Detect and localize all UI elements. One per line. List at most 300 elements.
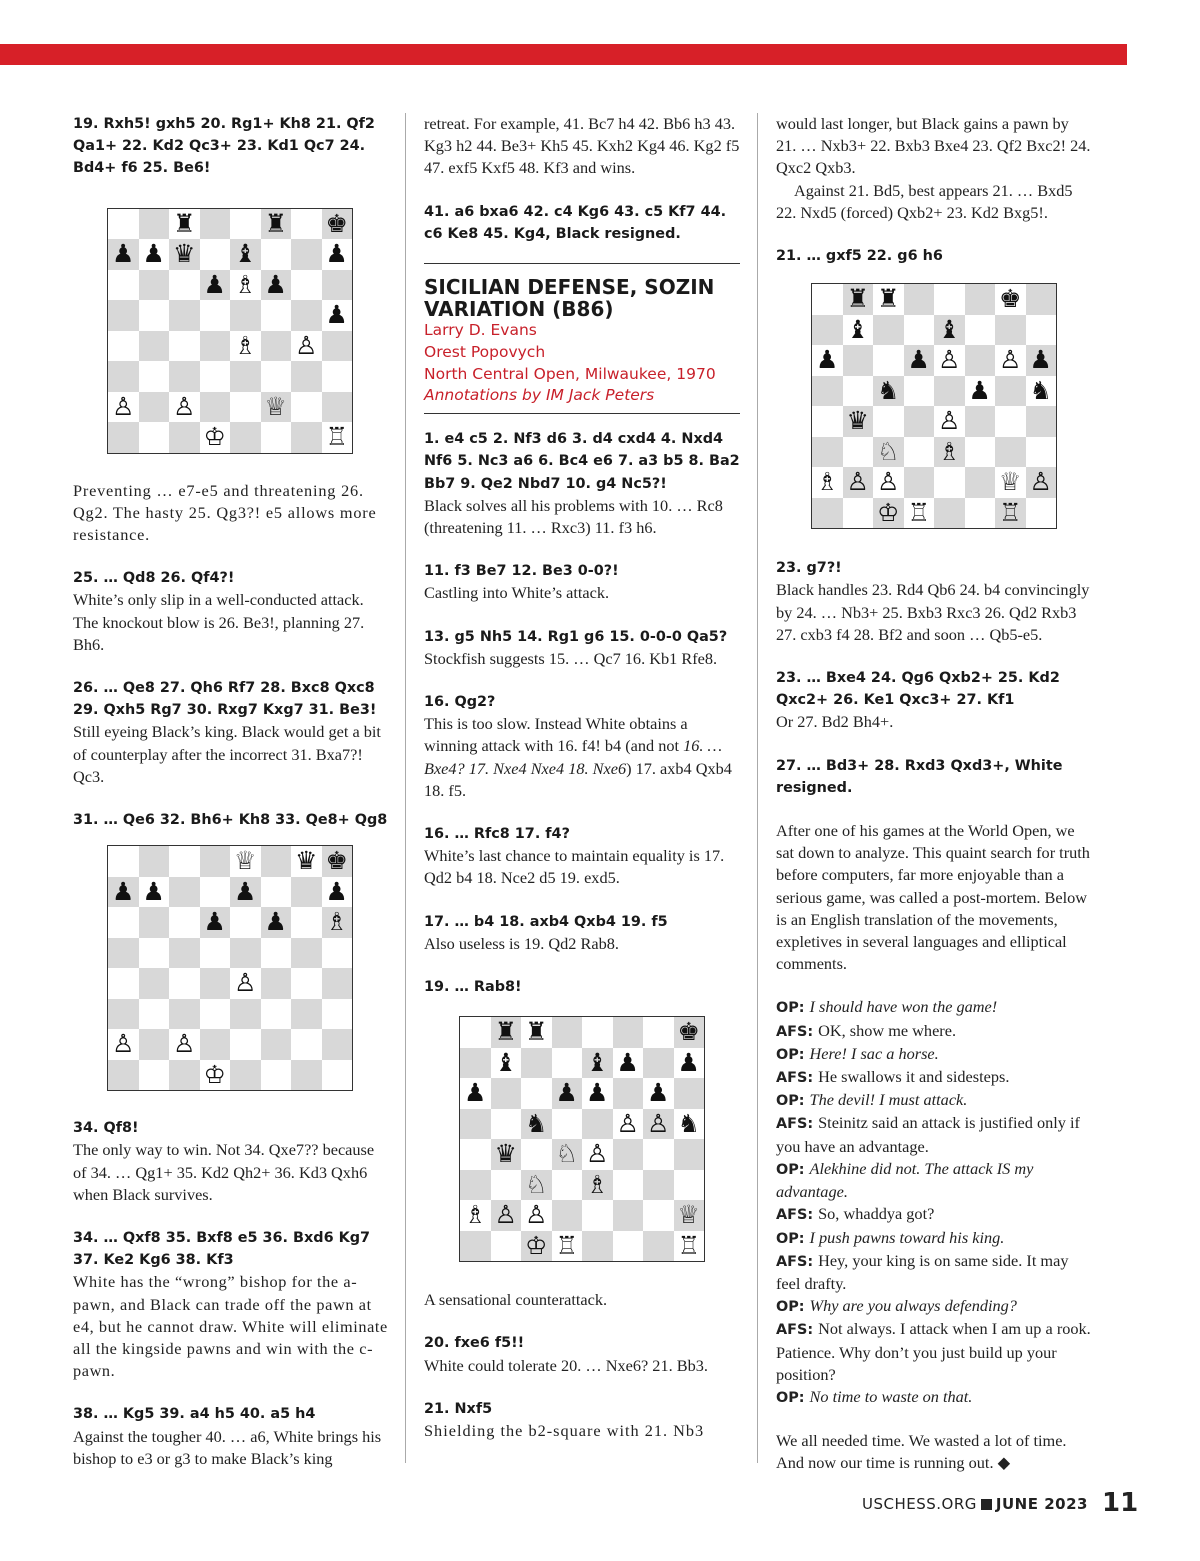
board-square [904,406,935,437]
board-square [261,1029,292,1060]
board-square [904,376,935,407]
annotation [424,713,740,802]
annotation: Castling into White’s attack. [424,583,610,603]
board-square [291,422,322,453]
board-square [552,1109,583,1140]
white-bishop-icon: ♗ [816,467,839,497]
black-pawn-icon: ♟ [1029,345,1052,375]
black-queen-icon: ♛ [494,1139,517,1169]
board-square [230,209,261,240]
speaker: AFS: [776,1070,819,1087]
moves: 20. fxe6 f5!! [424,1335,525,1352]
black-pawn-icon: ♟ [907,345,930,375]
white-pawn-icon: ♙ [525,1200,548,1230]
board-square [613,1200,644,1231]
board-square [169,331,200,362]
board-square [1026,315,1057,346]
board-square [843,345,874,376]
board-square [230,361,261,392]
board-square [812,376,843,407]
annotation: Stockfish suggests 15. … Qc7 16. Kb1 Rfe8. [424,648,718,668]
black-pawn-icon: ♟ [968,375,991,405]
black-pawn-icon: ♟ [325,876,348,906]
black-knight-icon: ♞ [525,1108,548,1138]
dialogue-line [776,1112,1092,1157]
annotation: Still eyeing Black’s king. Black would get a bit of counterplay after the incorrect 31. Bxa7?! Qc3. [73,722,381,786]
white-pawn-icon: ♙ [112,1029,135,1059]
dialogue-text: Hey, your king is on same side. It may feel drafty. [776,1250,1069,1293]
board-square [108,361,139,392]
black-pawn-icon: ♟ [647,1078,670,1108]
white-pawn-icon: ♙ [647,1108,670,1138]
board-square [108,846,139,877]
board-square [139,907,170,938]
white-bishop-icon: ♗ [325,907,348,937]
annotation: Black handles 23. Rd4 Qb6 24. b4 convincingly by 24. … Nb3+ 25. Bxb3 Rxc3 26. Qd2 Rxb3 27. cxb3 f4 28. Bf2 and soon … Qb5-e5. [776,580,1090,644]
moves: 41. a6 bxa6 42. c4 Kg6 43. c5 Kf7 44. c6 Ke8 45. Kg4, Black resigned. [424,203,727,242]
board-square [460,1170,491,1201]
board-square [582,1017,613,1048]
board-square [169,877,200,908]
board-square [812,315,843,346]
board-square [139,938,170,969]
board-square [613,1139,644,1170]
white-knight-icon: ♘ [525,1169,548,1199]
black-king-icon: ♚ [325,208,348,238]
dialogue-line [776,1043,1092,1066]
chess-diagram [811,283,1057,529]
white-king-icon: ♔ [877,497,900,527]
board-square [460,1109,491,1140]
black-knight-icon: ♞ [1029,375,1052,405]
white-rook-icon: ♖ [325,422,348,452]
black-king-icon: ♚ [677,1017,700,1047]
board-square [904,437,935,468]
board-square [261,422,292,453]
board-square [322,331,353,362]
black-queen-icon: ♛ [295,846,318,876]
board-square [291,968,322,999]
game-title: SICILIAN DEFENSE, SOZIN VARIATION (B86) [424,275,715,322]
board-square [904,315,935,346]
board-square [291,999,322,1030]
board-square [200,877,231,908]
board-square [169,1060,200,1091]
white-king-icon: ♔ [203,1059,226,1089]
white-bishop-icon: ♗ [464,1200,487,1230]
column-3 [776,113,1092,1475]
annotation: A sensational counterattack. [424,1290,608,1310]
board-square [108,300,139,331]
board-square [322,1060,353,1091]
annotation: Preventing … e7-e5 and threatening 26. Qg2. The hasty 25. Qg3?! e5 allows more resistance. [73,480,377,545]
annotation [776,1430,1092,1474]
moves: 11. f3 Be7 12. Be3 0-0?! [424,563,619,580]
black-pawn-icon: ♟ [264,269,287,299]
white-pawn-icon: ♙ [616,1108,639,1138]
board-square [934,467,965,498]
board-square [322,270,353,301]
white-bishop-icon: ♗ [938,436,961,466]
moves: 21. … gxf5 22. g6 h6 [776,248,943,265]
board-square [1026,406,1057,437]
board-square [108,422,139,453]
board-square [139,209,170,240]
board-square [200,999,231,1030]
board-square [169,300,200,331]
speaker: AFS: [776,1023,819,1040]
black-rook-icon: ♜ [846,284,869,314]
board-square [674,1078,705,1109]
white-pawn-icon: ♙ [112,391,135,421]
moves: 25. … Qd8 26. Qf4?! [73,570,235,587]
board-square [230,999,261,1030]
annotation: Against the tougher 40. … a6, White brings his bishop to e3 or g3 to make Black’s king [73,1426,382,1468]
black-knight-icon: ♞ [877,375,900,405]
header-red-bar [0,44,1127,65]
speaker: OP: [776,1389,810,1406]
board-square [1026,437,1057,468]
board-square [291,392,322,423]
board-square [169,968,200,999]
annotation: White could tolerate 20. … Nxe6? 21. Bb3. [424,1355,708,1375]
dialogue [776,996,1092,1409]
moves: 1. e4 c5 2. Nf3 d6 3. d4 cxd4 4. Nxd4 Nf6 5. Nc3 a6 6. Bc4 e6 7. a3 b5 8. Ba2 Bb7 9. Qe2 Nbd7 10. g4 Nc5?! [424,431,740,492]
chess-diagram [107,845,353,1091]
board-square [873,315,904,346]
end-mark-icon: ◆ [997,1453,1011,1473]
board-square [291,1060,322,1091]
black-pawn-icon: ♟ [203,907,226,937]
annotation: Or 27. Bd2 Bh4+. [776,712,894,732]
board-square [812,437,843,468]
board-square [169,938,200,969]
black-pawn-icon: ♟ [325,239,348,269]
speaker: OP: [776,1299,810,1316]
board-square [169,907,200,938]
board-square [995,376,1026,407]
board-square [169,999,200,1030]
board-square [322,938,353,969]
board-square [200,300,231,331]
annotation: Also useless is 19. Qd2 Rab8. [424,933,619,953]
black-bishop-icon: ♝ [494,1047,517,1077]
annotation: After one of his games at the World Open, we sat down to analyze. This quaint search for truth before computers, far more enjoyable than a serious game, was called a post-mortem. Below is an English translation of the movements, expletives in several languages and elliptical comments. [776,821,1090,974]
board-square [139,999,170,1030]
board-square [139,361,170,392]
board-square [108,999,139,1030]
board-square [200,361,231,392]
board-square [965,284,996,315]
board-square [934,284,965,315]
dialogue-line [776,1386,1092,1409]
board-square [322,392,353,423]
speaker: AFS: [776,1116,819,1133]
board-square [613,1170,644,1201]
board-square [200,239,231,270]
annotation: would last longer, but Black gains a pawn by 21. … Nxb3+ 22. Bxb3 Bxe4 23. Qf2 Bxc2! 24. Qxc2 Qxb3. [776,114,1091,178]
black-pawn-icon: ♟ [616,1047,639,1077]
annotation: Black solves all his problems with 10. … Rc8 (threatening 11. … Rxc3) 11. f3 h6. [424,495,723,538]
board-square [552,1200,583,1231]
annotation-text: This is too slow. Instead White obtains a winning attack with 16. f4! b4 (and not [424,714,688,756]
speaker: OP: [776,1161,810,1178]
annotation-text: ) 17. axb4 Qxb4 18. f5. [424,758,732,800]
black-rook-icon: ♜ [877,284,900,314]
board-square [643,1139,674,1170]
board-square [643,1048,674,1079]
white-pawn-icon: ♙ [494,1200,517,1230]
annotator: Annotations by IM Jack Peters [424,386,655,405]
column-divider [405,113,406,1463]
black-pawn-icon: ♟ [234,876,257,906]
board-square [491,1109,522,1140]
black-bishop-icon: ♝ [938,314,961,344]
dialogue-text: So, whaddya got? [818,1204,935,1224]
black-pawn-icon: ♟ [264,907,287,937]
dialogue-line [776,1066,1092,1089]
board-square [139,846,170,877]
board-square [200,968,231,999]
moves: 27. … Bd3+ 28. Rxd3 Qxd3+, White resigned. [776,757,1063,796]
board-square [1026,284,1057,315]
white-pawn-icon: ♙ [1029,467,1052,497]
board-square [108,270,139,301]
board-square [291,1029,322,1060]
board-square [139,1029,170,1060]
board-square [322,999,353,1030]
board-square [291,361,322,392]
board-square [291,270,322,301]
board-square [200,209,231,240]
chess-diagram [107,208,353,454]
white-player: Larry D. Evans [424,321,537,340]
board-square [843,437,874,468]
board-square [491,1231,522,1262]
black-pawn-icon: ♟ [142,239,165,269]
footer-square-icon [981,1499,992,1510]
board-square [965,315,996,346]
black-king-icon: ♚ [325,846,348,876]
black-pawn-icon: ♟ [325,300,348,330]
speaker: OP: [776,1093,810,1110]
board-square [812,284,843,315]
black-player: Orest Popovych [424,342,546,361]
black-rook-icon: ♜ [525,1017,548,1047]
board-square [582,1231,613,1262]
dialogue-line [776,1158,1092,1203]
white-pawn-icon: ♙ [938,345,961,375]
dialogue-line [776,996,1092,1019]
black-queen-icon: ♛ [846,406,869,436]
black-pawn-icon: ♟ [586,1078,609,1108]
board-square [230,392,261,423]
board-square [261,331,292,362]
white-knight-icon: ♘ [877,436,900,466]
board-square [552,1048,583,1079]
white-rook-icon: ♖ [907,497,930,527]
board-square [613,1231,644,1262]
board-square [230,300,261,331]
moves: 19. … Rab8! [424,979,522,996]
board-square [812,406,843,437]
moves: 13. g5 Nh5 14. Rg1 g6 15. 0-0-0 Qa5? [424,628,728,645]
white-pawn-icon: ♙ [999,345,1022,375]
moves: 38. … Kg5 39. a4 h5 40. a5 h4 [73,1406,316,1423]
dialogue-text: The devil! I must attack. [809,1090,968,1110]
board-square [108,331,139,362]
black-king-icon: ♚ [999,284,1022,314]
board-square [139,422,170,453]
board-square [169,270,200,301]
board-square [643,1231,674,1262]
board-square [1026,498,1057,529]
dialogue-text: He swallows it and sidesteps. [818,1067,1010,1087]
board-square [674,1170,705,1201]
speaker: AFS: [776,1322,819,1339]
board-square [643,1200,674,1231]
board-square [200,846,231,877]
dialogue-text: Steinitz said an attack is justified only if you have an advantage. [776,1113,1080,1156]
rule-line [424,413,740,414]
board-square [613,1078,644,1109]
board-square [965,437,996,468]
board-square [460,1048,491,1079]
dialogue-text: I should have won the game! [809,997,998,1017]
board-square [200,938,231,969]
page-number: 11 [1102,1488,1139,1518]
white-queen-icon: ♕ [677,1200,700,1230]
white-pawn-icon: ♙ [846,467,869,497]
white-king-icon: ♔ [203,422,226,452]
board-square [460,1231,491,1262]
black-rook-icon: ♜ [264,208,287,238]
board-square [261,1060,292,1091]
black-pawn-icon: ♟ [677,1047,700,1077]
board-square [261,968,292,999]
board-square [169,846,200,877]
white-pawn-icon: ♙ [234,968,257,998]
moves: 19. Rxh5! gxh5 20. Rg1+ Kh8 21. Qf2 Qa1+ 22. Kd2 Qc3+ 23. Kd1 Qc7 24. Bd4+ f6 25. Be6! [73,116,375,177]
dialogue-line [776,1227,1092,1250]
board-square [521,1078,552,1109]
speaker: OP: [776,1000,810,1017]
white-pawn-icon: ♙ [295,330,318,360]
board-square [552,1017,583,1048]
chess-diagram [459,1016,705,1262]
board-square [460,1017,491,1048]
board-square [230,1029,261,1060]
board-square [843,376,874,407]
board-square [291,239,322,270]
black-pawn-icon: ♟ [464,1078,487,1108]
dialogue-text: I push pawns toward his king. [809,1227,1005,1247]
moves: 17. … b4 18. axb4 Qxb4 19. f5 [424,913,668,930]
board-square [904,467,935,498]
board-square [582,1109,613,1140]
moves: 31. … Qe6 32. Bh6+ Kh8 33. Qe8+ Qg8 [73,812,388,829]
board-square [261,999,292,1030]
black-bishop-icon: ♝ [846,314,869,344]
moves: 16. Qg2? [424,694,496,711]
board-square [843,498,874,529]
board-square [322,1029,353,1060]
annotation: retreat. For example, 41. Bc7 h4 42. Bb6 h3 43. Kg3 h2 44. Be3+ Kh5 45. Kxh2 Kg4 46. Kg2 f5 47. exf5 Kxf5 48. Kf3 and wins. [424,114,740,178]
board-square [934,498,965,529]
board-square [643,1017,674,1048]
dialogue-line [776,1089,1092,1112]
board-square [261,938,292,969]
board-square [995,437,1026,468]
white-pawn-icon: ♙ [938,406,961,436]
column-2 [424,113,740,1442]
dialogue-text: Why are you always defending? [809,1296,1017,1316]
board-square [261,877,292,908]
board-square [674,1139,705,1170]
column-divider [757,113,758,1463]
dialogue-text: Not always. I attack when I am up a rook. Patience. Why don’t you just build up your position? [776,1319,1091,1384]
moves: 23. g7?! [776,560,842,577]
board-square [139,270,170,301]
board-square [552,1170,583,1201]
board-square [873,406,904,437]
black-pawn-icon: ♟ [816,345,839,375]
white-pawn-icon: ♙ [586,1139,609,1169]
black-bishop-icon: ♝ [586,1047,609,1077]
board-square [139,300,170,331]
white-queen-icon: ♕ [999,467,1022,497]
annotation: Shielding the b2-square with 21. Nb3 [424,1421,705,1441]
board-square [139,1060,170,1091]
board-square [139,392,170,423]
white-rook-icon: ♖ [999,497,1022,527]
moves: 34. Qf8! [73,1120,139,1137]
annotation: Against 21. Bd5, best appears 21. … Bxd5 22. Nxd5 (forced) Qxb2+ 23. Kd2 Bxg5!. [776,180,1073,222]
board-square [491,1078,522,1109]
board-square [322,361,353,392]
board-square [291,907,322,938]
annotation: White’s last chance to maintain equality is 17. Qd2 b4 18. Nce2 d5 19. exd5. [424,846,725,888]
rule-line [424,263,740,264]
annotation-variation: 16. … Bxe4? 17. Nxe4 Nxe4 18. Nxe6 [424,736,722,778]
dialogue-text: No time to waste on that. [809,1386,973,1406]
board-square [108,968,139,999]
board-square [261,300,292,331]
board-square [613,1017,644,1048]
board-square [261,361,292,392]
event: North Central Open, Milwaukee, 1970 [424,364,716,383]
black-knight-icon: ♞ [677,1108,700,1138]
dialogue-line [776,1203,1092,1226]
annotation: The only way to win. Not 34. Qxe7?? because of 34. … Qg1+ 35. Kd2 Qh2+ 36. Kd3 Qxh6 when Black survives. [73,1140,375,1204]
board-square [965,345,996,376]
white-queen-icon: ♕ [234,846,257,876]
white-queen-icon: ♕ [264,391,287,421]
black-pawn-icon: ♟ [203,269,226,299]
board-square [582,1200,613,1231]
board-square [200,331,231,362]
black-queen-icon: ♛ [173,239,196,269]
board-square [291,209,322,240]
footer [862,1495,1088,1513]
black-pawn-icon: ♟ [142,876,165,906]
board-square [965,467,996,498]
white-pawn-icon: ♙ [877,467,900,497]
board-square [965,406,996,437]
black-rook-icon: ♜ [173,208,196,238]
annotation: White has the “wrong” bishop for the a-pawn, and Black can trade off the pawn at e4, but he cannot draw. White will eliminate all the kingside pawns and win with the c-pawn. [73,1272,388,1381]
white-bishop-icon: ♗ [234,330,257,360]
